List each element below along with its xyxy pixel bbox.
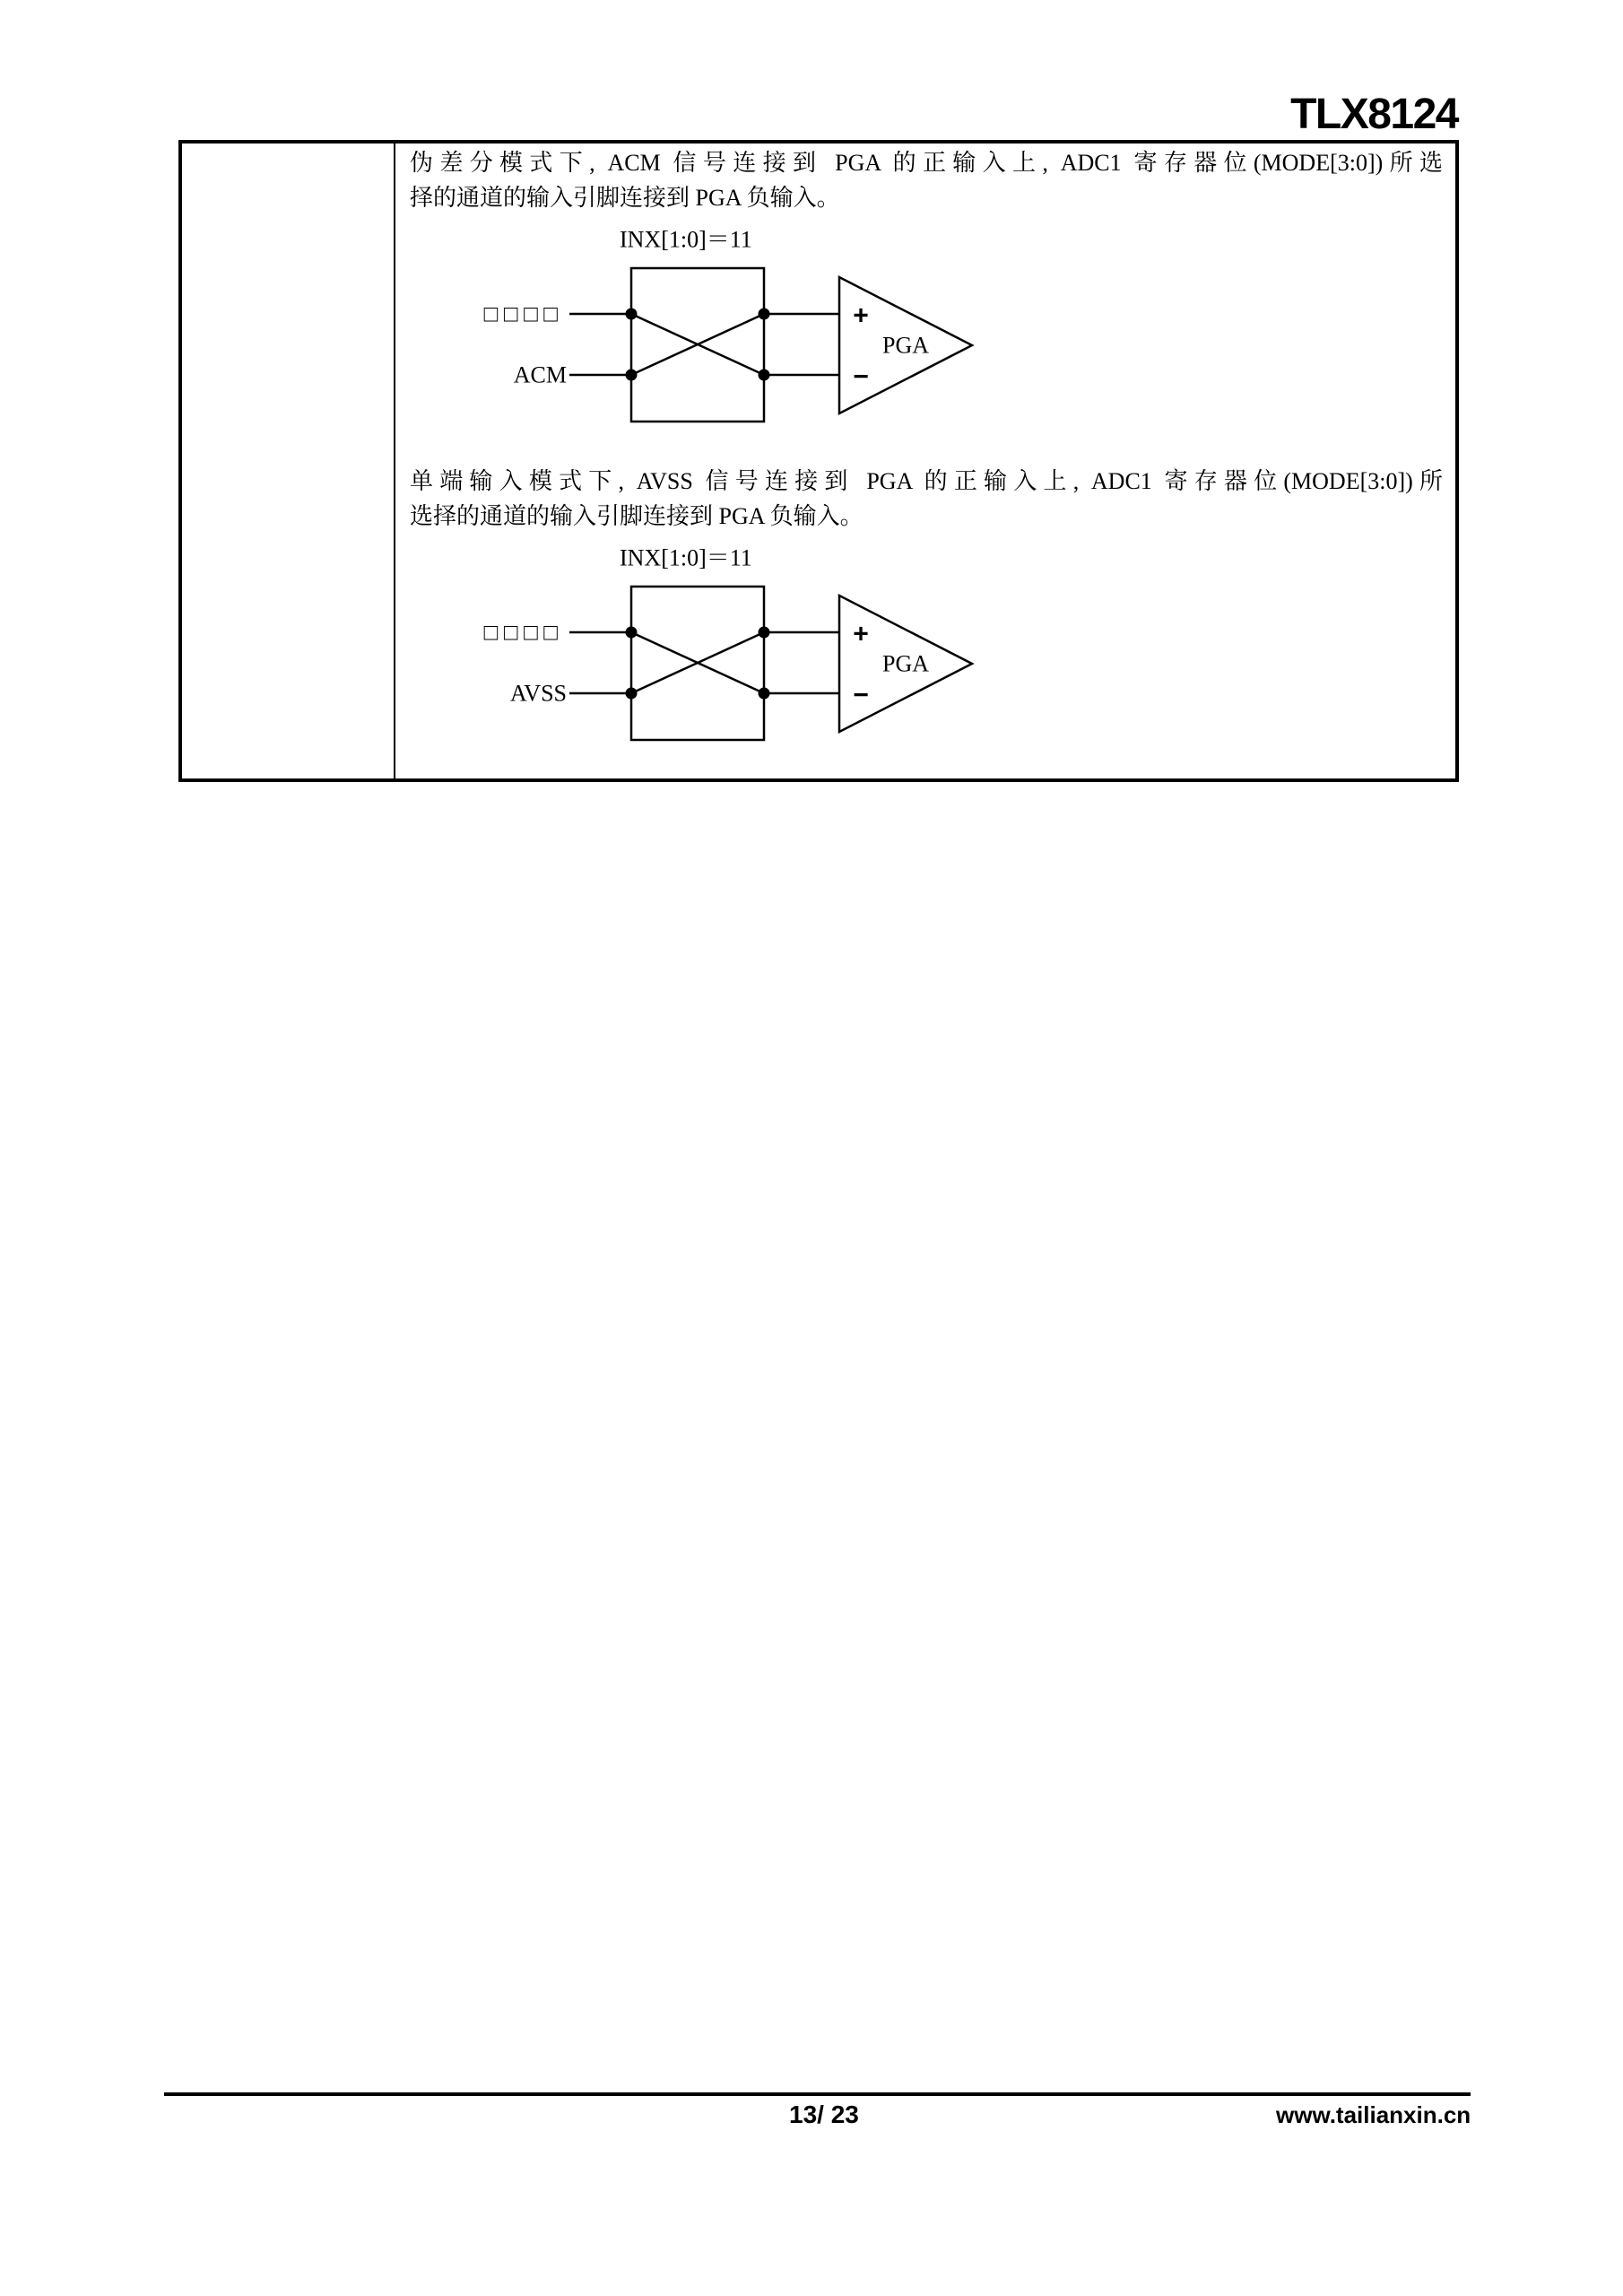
pseudo-differential-diagram xyxy=(484,227,972,422)
junction-dot xyxy=(759,688,770,700)
description-line: 伪差分模式下, ACM 信号连接到 PGA 的正输入上, ADC1 寄存器位(MODE[3:0])所选 xyxy=(410,150,1443,176)
avss-input-label: AVSS xyxy=(509,680,567,707)
description-line: 选择的通道的输入引脚连接到 PGA 负输入。 xyxy=(410,503,864,529)
junction-dot xyxy=(626,370,638,381)
input-routing-diagrams xyxy=(0,0,1623,807)
inverting-input-sign: − xyxy=(853,680,869,710)
description-line: 单端输入模式下, AVSS 信号连接到 PGA 的正输入上, ADC1 寄存器位(MODE[3:0])所 xyxy=(410,468,1443,494)
page-number: 13/ 23 xyxy=(789,2100,859,2128)
inx-setting-label: INX[1:0]＝11 xyxy=(620,544,752,571)
website-url: www.tailianxin.cn xyxy=(1276,2101,1471,2128)
single-ended-diagram xyxy=(484,545,972,741)
junction-dot xyxy=(759,309,770,320)
non-inverting-input-sign: + xyxy=(853,619,869,649)
description-line: 择的通道的输入引脚连接到 PGA 负输入。 xyxy=(410,185,840,211)
pga-label: PGA xyxy=(881,332,930,359)
acm-input-label: ACM xyxy=(513,361,567,388)
document-title: TLX8124 xyxy=(1290,91,1458,138)
inverting-input-sign: − xyxy=(853,361,869,392)
channel-input-label: □ □ □ □ xyxy=(483,619,558,646)
junction-dot xyxy=(759,370,770,381)
footer-divider xyxy=(164,2092,1471,2096)
pga-label: PGA xyxy=(881,650,930,677)
channel-input-label: □ □ □ □ xyxy=(483,300,558,327)
junction-dot xyxy=(759,627,770,639)
inx-setting-label: INX[1:0]＝11 xyxy=(620,226,752,253)
junction-dot xyxy=(626,627,638,639)
junction-dot xyxy=(626,309,638,320)
junction-dot xyxy=(626,688,638,700)
non-inverting-input-sign: + xyxy=(853,300,869,331)
